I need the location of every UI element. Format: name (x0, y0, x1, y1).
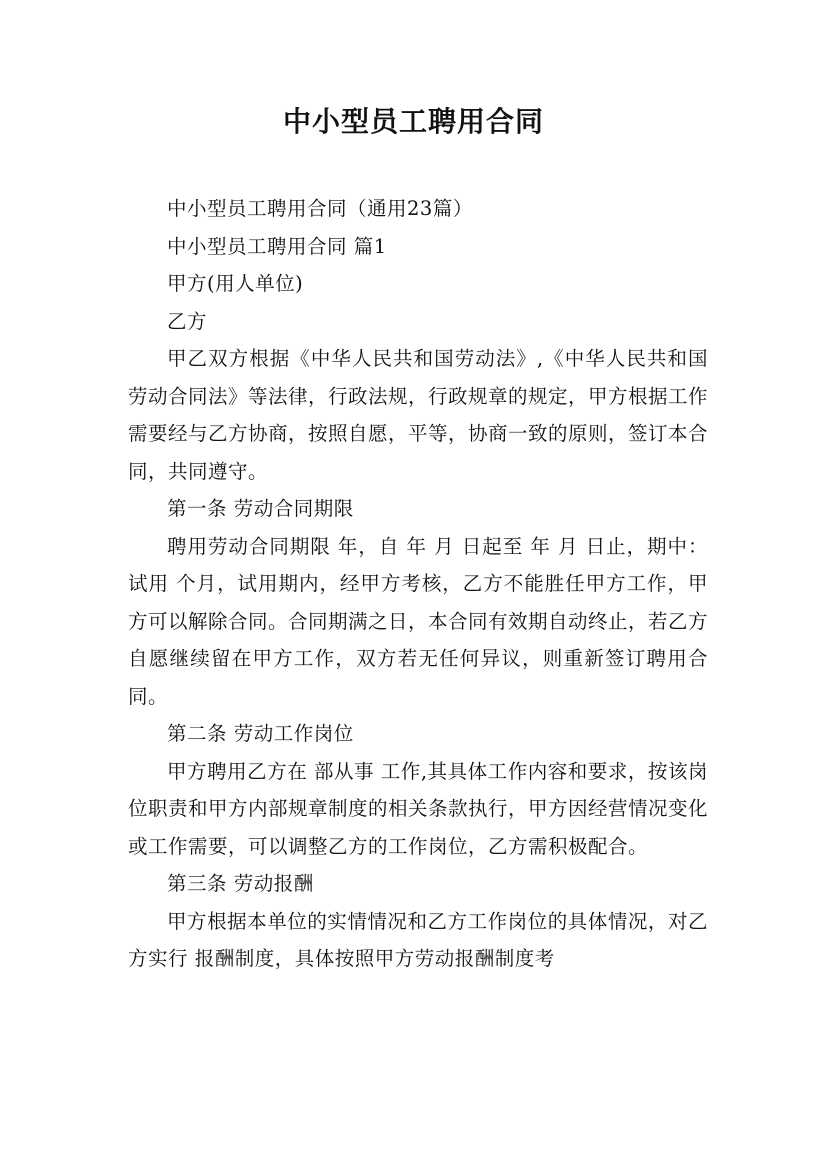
paragraph-party-b: 乙方 (167, 309, 208, 333)
paragraph-section-heading: 中小型员工聘用合同 篇1 (167, 234, 387, 258)
paragraph-preamble: 甲乙双方根据《中华人民共和国劳动法》,《中华人民共和国劳动合同法》等法律，行政法规，行政规章的规定，甲方根据工作需要经与乙方协商，按照自愿，平等，协商一致的原则，签订本合同，共同遵守。 (128, 347, 709, 483)
document-body (128, 190, 708, 978)
paragraph-party-a: 甲方(用人单位) (167, 272, 304, 295)
article-1-heading: 第一条 劳动合同期限 (167, 497, 354, 520)
article-2-heading: 第二条 劳动工作岗位 (167, 722, 354, 745)
article-1-body: 聘用劳动合同期限 年，自 年 月 日起至 年 月 日止，期中：试用 个月，试用期内，经甲方考核，乙方不能胜任甲方工作，甲方可以解除合同。合同期满之日，本合同有效期自动终止，若乙方自愿继续留在甲方工作，双方若无任何异议，则重新签订聘用合同。 (128, 534, 709, 708)
document-title: 中小型员工聘用合同 (282, 105, 544, 138)
paragraph-subtitle: 中小型员工聘用合同（通用23篇） (167, 197, 473, 220)
article-3-heading: 第三条 劳动报酬 (167, 872, 314, 895)
article-2-body: 甲方聘用乙方在 部从事 工作,其具体工作内容和要求，按该岗位职责和甲方内部规章制度的相关条款执行，甲方因经营情况变化或工作需要，可以调整乙方的工作岗位，乙方需积极配合。 (128, 759, 709, 858)
article-3-body: 甲方根据本单位的实情情况和乙方工作岗位的具体情况，对乙方实行 报酬制度，具体按照甲方劳动报酬制度考 (128, 909, 708, 970)
